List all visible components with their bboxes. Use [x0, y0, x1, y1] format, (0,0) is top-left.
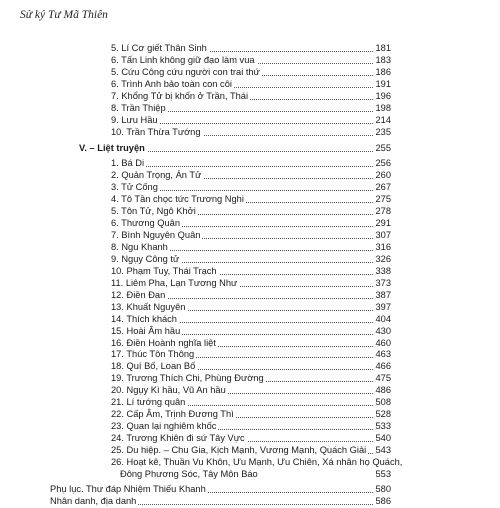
- running-header: Sử ký Tư Mã Thiên: [20, 9, 108, 21]
- toc-entry-page-number: 183: [375, 54, 391, 65]
- toc-entry-page-number: 338: [375, 265, 391, 276]
- toc-entry: [0, 457, 500, 469]
- toc-entry: [0, 55, 500, 67]
- toc-entry: [0, 206, 500, 218]
- toc-entry: [0, 43, 500, 55]
- toc-entry-page-number: 235: [375, 126, 391, 137]
- toc-entry-title: 20. Ngụy Kì hầu, Vũ An hầu: [111, 385, 226, 396]
- toc-entry: [0, 194, 500, 206]
- toc-entry: [0, 254, 500, 266]
- toc-entry-title: 6. Thương Quân: [111, 218, 181, 229]
- toc-entry: [0, 67, 500, 79]
- toc-entry-title: 9. Ngụy Công tử: [111, 253, 180, 264]
- toc-entry-page-number: 275: [375, 194, 391, 205]
- toc-entry-page-number: 508: [375, 397, 391, 408]
- toc-entry-page-number: 267: [375, 182, 391, 193]
- toc-entry-page-number: 181: [375, 43, 391, 53]
- toc-entry: [0, 373, 500, 385]
- toc-entry-title: 18. Quí Bố, Loan Bố: [111, 361, 196, 372]
- toc-entry-title: 17. Thúc Tôn Thông: [111, 349, 195, 360]
- toc-entry-title: 5. Lí Cơ giết Thân Sinh: [111, 43, 207, 53]
- toc-entry-page-number: 463: [375, 349, 391, 360]
- toc-entry-title: 5. Tôn Tử, Ngô Khởi: [111, 206, 196, 217]
- toc-entry: [0, 361, 500, 373]
- toc-entry: [0, 496, 500, 508]
- toc-entry: [0, 182, 500, 194]
- toc-entry-title: 15. Hoài Âm hầu: [111, 325, 181, 336]
- toc-entry-page-number: 326: [375, 253, 391, 264]
- toc-entry-title: 7. Khổng Tử bị khốn ở Trần, Thái: [111, 90, 249, 101]
- toc-entry-page-number: 460: [375, 337, 391, 348]
- toc-entry: [0, 91, 500, 103]
- toc-entry-page-number: 466: [375, 361, 391, 372]
- toc-entry-title: 19. Trương Thích Chi, Phùng Đường: [111, 373, 264, 384]
- toc-entry-title: 5. Cứu Công cứu người con trai thứ: [111, 66, 260, 77]
- toc-entry-page-number: 198: [375, 102, 391, 113]
- toc-entry-title: 10. Phạm Tuy, Thái Trạch: [111, 265, 217, 276]
- toc-entry-page-number: 256: [375, 158, 391, 169]
- toc-entry-page-number: 255: [375, 142, 391, 153]
- toc-entry-page-number: 580: [375, 483, 391, 494]
- toc-entry-page-number: 291: [375, 218, 391, 229]
- toc-entry-page-number: 387: [375, 289, 391, 300]
- toc-entry: [0, 349, 500, 361]
- toc-entry: [0, 290, 500, 302]
- toc-entry-title: 24. Trương Khiên đi sứ Tây Vực: [111, 433, 245, 443]
- toc-entry-title: 16. Điền Hoành nghĩa liệt: [111, 337, 216, 348]
- toc-entry: [0, 338, 500, 350]
- toc-entry-title: 7. Bình Nguyên Quân: [111, 230, 201, 241]
- toc-entry: [0, 127, 500, 139]
- toc-entry: [0, 278, 500, 290]
- toc-entry-title: 6. Tấn Linh không giữ đạo làm vua: [111, 54, 255, 65]
- toc-entry-title: 13. Khuất Nguyên: [111, 301, 186, 312]
- toc-entry: [0, 469, 500, 481]
- toc-entry-title: 21. Lí tướng quân: [111, 397, 186, 408]
- toc-entry-title: 12. Điền Đan: [111, 289, 166, 300]
- toc-entry-page-number: 307: [375, 230, 391, 241]
- toc-entry: [0, 158, 500, 170]
- toc-entry-page-number: 397: [375, 301, 391, 312]
- toc-entry: [0, 170, 500, 182]
- toc-entry-page-number: 430: [375, 325, 391, 336]
- toc-leader-dots: [111, 166, 391, 167]
- toc-entry: [0, 266, 500, 278]
- toc-entry-page-number: 278: [375, 206, 391, 217]
- toc-entry: [0, 409, 500, 421]
- toc-entry: [0, 445, 500, 457]
- toc-entry-title: Đông Phương Sóc, Tây Môn Báo: [120, 468, 258, 479]
- toc-entry-page-number: 191: [375, 78, 391, 89]
- toc-entry-page-number: 486: [375, 385, 391, 396]
- toc-entry: [0, 79, 500, 91]
- toc-entry-page-number: 316: [375, 242, 391, 252]
- toc-entry: [0, 302, 500, 314]
- toc-entry-page-number: 533: [375, 421, 391, 432]
- toc-entry-title: 22. Cấp Âm, Trịnh Đương Thì: [111, 409, 234, 420]
- toc-entry: [0, 230, 500, 242]
- toc-entry: [0, 218, 500, 230]
- toc-entry: [0, 314, 500, 326]
- toc-entry-page-number: 196: [375, 90, 391, 101]
- toc-entry: [0, 242, 500, 254]
- toc-entry-page-number: 260: [375, 170, 391, 181]
- table-of-contents: [0, 43, 500, 508]
- toc-entry: [0, 421, 500, 433]
- toc-entry-title: 14. Thích khách: [111, 313, 177, 324]
- toc-entry-title: 10. Trần Thừa Tướng: [111, 126, 201, 137]
- toc-entry: [0, 397, 500, 409]
- toc-entry-title: 6. Trình Anh bảo toàn con côi: [111, 78, 232, 89]
- toc-entry-page-number: 543: [375, 444, 391, 455]
- toc-entry-title: 4. Tô Tần chọc tức Trương Nghi: [111, 194, 244, 205]
- toc-entry-title: 1. Bá Di: [111, 158, 145, 169]
- toc-entry: [0, 115, 500, 127]
- toc-entry: [0, 103, 500, 115]
- toc-entry-title: V. – Liệt truyện: [79, 142, 145, 153]
- toc-entry-page-number: 373: [375, 277, 391, 288]
- toc-entry-title: 3. Tử Cống: [111, 182, 158, 193]
- toc-entry-title: 11. Liêm Pha, Lạn Tương Như: [111, 277, 238, 288]
- toc-entry-title: Nhân danh, địa danh: [50, 495, 137, 506]
- toc-entry-title: 23. Quan lại nghiêm khốc: [111, 421, 217, 432]
- toc-entry-title: 25. Du hiệp. – Chu Gia, Kịch Mạnh, Vương Mạnh, Quách Giải: [111, 444, 367, 455]
- toc-entry-title: Phụ lục. Thư đáp Nhiệm Thiếu Khanh: [50, 483, 206, 494]
- toc-entry-page-number: 475: [375, 373, 391, 384]
- toc-section-heading: [0, 143, 500, 155]
- toc-entry: [0, 326, 500, 338]
- toc-entry-page-number: 186: [375, 66, 391, 77]
- toc-entry-title: 2. Quản Trọng, Án Tử: [111, 170, 202, 181]
- toc-entry-page-number: 214: [375, 114, 391, 125]
- toc-entry-title: 26. Hoạt kê, Thuần Vu Khôn, Ưu Mạnh, Ưu Chiên, Xá nhân họ Quách,: [111, 456, 403, 467]
- toc-entry-title: 9. Lưu Hầu: [111, 114, 158, 125]
- toc-entry: [0, 484, 500, 496]
- toc-entry: [0, 385, 500, 397]
- toc-entry-page-number: 553: [375, 468, 391, 479]
- toc-entry-page-number: 404: [375, 313, 391, 324]
- toc-entry-page-number: 528: [375, 409, 391, 420]
- toc-entry: [0, 433, 500, 445]
- toc-entry-page-number: 586: [375, 495, 391, 506]
- toc-entry-title: 8. Trần Thiệp: [111, 102, 166, 113]
- toc-entry-page-number: 540: [375, 433, 391, 443]
- toc-entry-title: 8. Ngu Khanh: [111, 242, 168, 252]
